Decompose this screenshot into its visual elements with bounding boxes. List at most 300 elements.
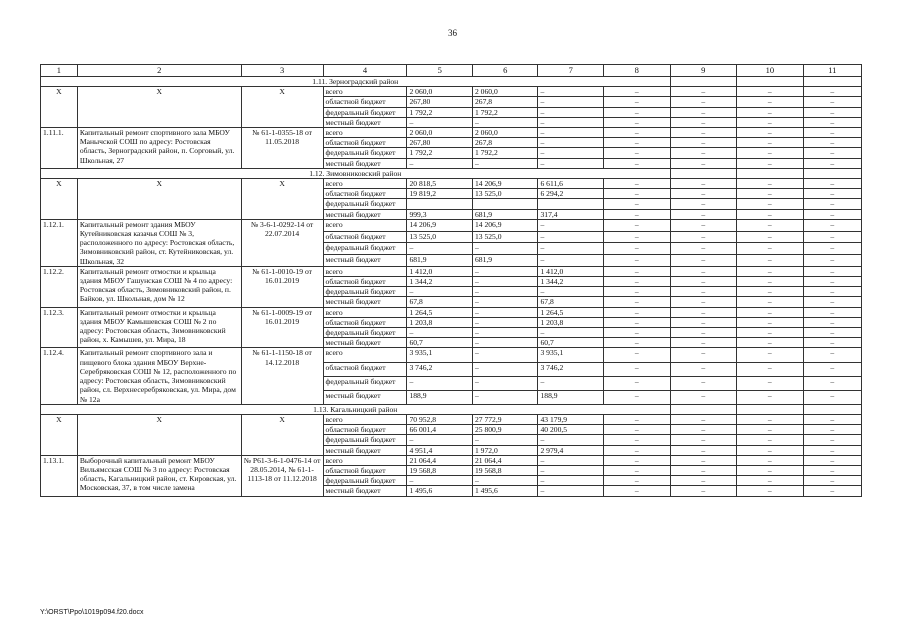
dash-cell: – [670,107,737,117]
dash-cell: – [670,209,737,219]
dash-cell: – [803,199,861,209]
dash-cell: – [737,231,804,243]
amount-cell: 19 568,8 [472,465,538,475]
amount-cell: 19 819,2 [407,189,473,199]
dash-cell: – [670,117,737,127]
amount-cell: – [538,328,604,338]
dash-cell: – [604,189,671,199]
dash-cell: – [604,199,671,209]
empty-cell [803,168,861,178]
amount-cell: 2 060,0 [407,128,473,138]
amount-cell: 27 772,9 [472,414,538,424]
budget-label: федеральный бюджет [323,476,407,486]
item-document: № 61-1-1150-18 от 14.12.2018 [241,348,323,404]
column-header: 8 [604,65,671,77]
dash-cell: – [670,476,737,486]
dash-cell: – [803,297,861,307]
item-row [41,348,862,362]
amount-cell: 188,9 [407,390,473,404]
empty-cell [670,168,737,178]
amount-cell: 67,8 [407,297,473,307]
budget-label: областной бюджет [323,277,407,287]
amount-cell: 267,80 [407,138,473,148]
dash-cell: – [604,277,671,287]
dash-cell: – [803,390,861,404]
item-document: № 61-1-0009-19 от 16.01.2019 [241,307,323,348]
amount-cell: – [472,266,538,276]
dash-cell: – [803,307,861,317]
budget-label: областной бюджет [323,465,407,475]
section-total-row [41,414,862,424]
amount-cell: 1 495,6 [472,486,538,496]
section-title-row [41,404,862,414]
dash-cell: – [803,317,861,327]
dash-cell: – [737,138,804,148]
amount-cell: 1 792,2 [472,107,538,117]
dash-cell: – [803,266,861,276]
dash-cell: – [803,179,861,189]
dash-cell: – [737,435,804,445]
dash-cell: – [604,158,671,168]
budget-label: всего [323,455,407,465]
empty-cell [737,168,804,178]
dash-cell: – [604,435,671,445]
dash-cell: – [803,328,861,338]
column-header-row [41,65,862,77]
section-title-row [41,77,862,87]
dash-cell: – [803,376,861,390]
dash-cell: – [604,476,671,486]
amount-cell: – [472,328,538,338]
dash-cell: – [670,287,737,297]
amount-cell: 14 206,9 [472,219,538,231]
dash-cell: – [737,87,804,97]
dash-cell: – [670,97,737,107]
dash-cell: – [737,243,804,255]
dash-cell: – [670,317,737,327]
item-row [41,219,862,231]
dash-cell: – [670,87,737,97]
budget-label: федеральный бюджет [323,328,407,338]
amount-cell: 40 200,5 [538,425,604,435]
dash-cell: – [737,107,804,117]
amount-cell: 1 792,2 [472,148,538,158]
dash-cell: – [737,148,804,158]
x-mark-cell: Х [41,87,78,128]
amount-cell: 1 792,2 [407,107,473,117]
dash-cell: – [670,435,737,445]
dash-cell: – [803,486,861,496]
amount-cell: 999,3 [407,209,473,219]
dash-cell: – [803,348,861,362]
amount-cell [407,199,473,209]
dash-cell: – [803,277,861,287]
section-title: 1.11. Зерноградский район [41,77,671,87]
dash-cell: – [737,465,804,475]
dash-cell: – [737,266,804,276]
budget-label: федеральный бюджет [323,376,407,390]
budget-label: местный бюджет [323,255,407,267]
amount-cell: 13 525,0 [472,231,538,243]
item-description: Капитальный ремонт спортивного зала МБОУ Манычской СОШ по адресу: Ростовская область, Зерноградский район, п. Сорговый, ул. Школьная, 27 [77,128,241,169]
amount-cell [472,199,538,209]
budget-label: местный бюджет [323,338,407,348]
amount-cell: 25 800,9 [472,425,538,435]
amount-cell: – [472,338,538,348]
amount-cell: 1 203,8 [407,317,473,327]
dash-cell: – [803,476,861,486]
budget-label: федеральный бюджет [323,148,407,158]
dash-cell: – [604,87,671,97]
dash-cell: – [803,425,861,435]
amount-cell: 3 935,1 [407,348,473,362]
dash-cell: – [604,465,671,475]
dash-cell: – [803,189,861,199]
column-header: 4 [323,65,407,77]
amount-cell: 6 294,2 [538,189,604,199]
amount-cell: – [538,243,604,255]
amount-cell: – [472,158,538,168]
amount-cell: 3 746,2 [407,362,473,376]
item-description: Капитальный ремонт здания МБОУ Кутейниковская казачья СОШ № 3, расположенного по адресу: Ростовская область, Зимовниковский район, ст. Кутейниковская, ул. Школьная, 32 [77,219,241,266]
dash-cell: – [604,445,671,455]
amount-cell: 1 412,0 [538,266,604,276]
dash-cell: – [604,486,671,496]
amount-cell: 13 525,0 [472,189,538,199]
dash-cell: – [803,87,861,97]
budget-label: областной бюджет [323,189,407,199]
amount-cell: – [472,307,538,317]
budget-label: федеральный бюджет [323,287,407,297]
budget-label: местный бюджет [323,117,407,127]
amount-cell: – [538,87,604,97]
amount-cell: 188,9 [538,390,604,404]
item-document: № 3-6-1-0292-14 от 22.07.2014 [241,219,323,266]
dash-cell: – [604,179,671,189]
dash-cell: – [604,287,671,297]
amount-cell: – [538,138,604,148]
dash-cell: – [604,219,671,231]
amount-cell: 13 525,0 [407,231,473,243]
amount-cell: 19 568,8 [407,465,473,475]
budget-label: всего [323,128,407,138]
dash-cell: – [604,425,671,435]
item-row [41,128,862,138]
amount-cell: 1 495,6 [407,486,473,496]
dash-cell: – [670,425,737,435]
column-header: 1 [41,65,78,77]
dash-cell: – [803,231,861,243]
dash-cell: – [737,179,804,189]
amount-cell: – [538,128,604,138]
dash-cell: – [803,287,861,297]
empty-cell [803,77,861,87]
amount-cell: 1 264,5 [538,307,604,317]
dash-cell: – [803,107,861,117]
dash-cell: – [737,209,804,219]
dash-cell: – [803,435,861,445]
dash-cell: – [670,455,737,465]
empty-cell [737,404,804,414]
item-description: Капитальный ремонт спортивного зала и пищевого блока здания МБОУ Верхне-Серебряковская СОШ № 12, расположенного по адресу: Ростовская область, Зимовниковский район, сл. Верхнесеребряковская, ул. Мира, дом № 12а [77,348,241,404]
amount-cell: 1 412,0 [407,266,473,276]
amount-cell: 3 935,1 [538,348,604,362]
dash-cell: – [604,266,671,276]
amount-cell: – [472,435,538,445]
budget-label: всего [323,307,407,317]
amount-cell: 70 952,8 [407,414,473,424]
dash-cell: – [670,307,737,317]
amount-cell: 1 264,5 [407,307,473,317]
dash-cell: – [737,362,804,376]
x-mark-cell: Х [77,87,241,128]
dash-cell: – [670,158,737,168]
dash-cell: – [604,97,671,107]
budget-label: федеральный бюджет [323,199,407,209]
amount-cell: 681,9 [472,209,538,219]
amount-cell: 1 344,2 [407,277,473,287]
amount-cell: – [538,219,604,231]
dash-cell: – [803,243,861,255]
dash-cell: – [803,97,861,107]
dash-cell: – [604,307,671,317]
amount-cell: – [538,376,604,390]
dash-cell: – [670,148,737,158]
dash-cell: – [604,338,671,348]
amount-cell: – [472,476,538,486]
budget-label: местный бюджет [323,209,407,219]
dash-cell: – [737,97,804,107]
dash-cell: – [737,445,804,455]
dash-cell: – [604,138,671,148]
amount-cell: – [538,231,604,243]
dash-cell: – [670,189,737,199]
column-header: 5 [407,65,473,77]
dash-cell: – [737,338,804,348]
dash-cell: – [670,138,737,148]
dash-cell: – [803,148,861,158]
dash-cell: – [670,243,737,255]
item-number: 1.12.1. [41,219,78,266]
x-mark-cell: Х [77,414,241,455]
dash-cell: – [737,414,804,424]
dash-cell: – [670,255,737,267]
budget-table [40,64,862,497]
amount-cell: 1 344,2 [538,277,604,287]
item-row [41,266,862,276]
dash-cell: – [803,128,861,138]
section-title: 1.13. Кагальницкий район [41,404,671,414]
section-title: 1.12. Зимовниковский район [41,168,671,178]
dash-cell: – [670,376,737,390]
amount-cell: 20 818,5 [407,179,473,189]
x-mark-cell: Х [41,179,78,220]
amount-cell: 21 064,4 [407,455,473,465]
dash-cell: – [604,231,671,243]
amount-cell [538,199,604,209]
dash-cell: – [737,189,804,199]
amount-cell: – [407,328,473,338]
dash-cell: – [803,158,861,168]
column-header: 10 [737,65,804,77]
empty-cell [670,77,737,87]
dash-cell: – [670,390,737,404]
amount-cell: 67,8 [538,297,604,307]
budget-label: федеральный бюджет [323,107,407,117]
section-title-row [41,168,862,178]
dash-cell: – [737,376,804,390]
dash-cell: – [803,255,861,267]
dash-cell: – [737,219,804,231]
amount-cell: 21 064,4 [472,455,538,465]
dash-cell: – [670,414,737,424]
dash-cell: – [604,390,671,404]
item-description: Капитальный ремонт отмостки и крыльца здания МБОУ Гашунская СОШ № 4 по адресу: Ростовская область, Зимовниковский район, п. Байков, ул. Школьная, дом № 12 [77,266,241,307]
dash-cell: – [737,255,804,267]
amount-cell: 1 792,2 [407,148,473,158]
amount-cell: – [472,287,538,297]
dash-cell: – [737,158,804,168]
dash-cell: – [803,414,861,424]
amount-cell: 43 179,9 [538,414,604,424]
amount-cell: 66 001,4 [407,425,473,435]
dash-cell: – [737,287,804,297]
budget-label: местный бюджет [323,297,407,307]
dash-cell: – [670,179,737,189]
empty-cell [670,404,737,414]
budget-label: всего [323,179,407,189]
empty-cell [737,77,804,87]
amount-cell: 681,9 [472,255,538,267]
dash-cell: – [670,445,737,455]
budget-label: всего [323,348,407,362]
dash-cell: – [670,328,737,338]
amount-cell: 2 060,0 [472,87,538,97]
budget-label: областной бюджет [323,425,407,435]
amount-cell: – [472,376,538,390]
budget-label: всего [323,219,407,231]
amount-cell: – [538,435,604,445]
dash-cell: – [670,338,737,348]
budget-label: местный бюджет [323,390,407,404]
dash-cell: – [737,199,804,209]
amount-cell: 60,7 [538,338,604,348]
dash-cell: – [737,486,804,496]
amount-cell: – [538,486,604,496]
budget-label: местный бюджет [323,158,407,168]
amount-cell: 2 060,0 [407,87,473,97]
amount-cell: – [472,317,538,327]
budget-label: областной бюджет [323,97,407,107]
amount-cell: – [407,117,473,127]
amount-cell: – [472,297,538,307]
dash-cell: – [670,348,737,362]
dash-cell: – [604,455,671,465]
dash-cell: – [737,476,804,486]
dash-cell: – [803,362,861,376]
amount-cell: – [472,277,538,287]
column-header: 2 [77,65,241,77]
section-total-row [41,87,862,97]
amount-cell: – [538,158,604,168]
amount-cell: 6 611,6 [538,179,604,189]
item-document: № 61-1-0355-18 от 11.05.2018 [241,128,323,169]
dash-cell: – [670,199,737,209]
x-mark-cell: Х [41,414,78,455]
amount-cell: 3 746,2 [538,362,604,376]
amount-cell: – [538,148,604,158]
amount-cell: 60,7 [407,338,473,348]
dash-cell: – [604,255,671,267]
amount-cell: 2 979,4 [538,445,604,455]
dash-cell: – [604,297,671,307]
amount-cell: 14 206,9 [472,179,538,189]
x-mark-cell: Х [241,179,323,220]
budget-label: местный бюджет [323,445,407,455]
budget-label: федеральный бюджет [323,243,407,255]
budget-label: всего [323,266,407,276]
amount-cell: 1 972,0 [472,445,538,455]
x-mark-cell: Х [77,179,241,220]
dash-cell: – [670,231,737,243]
x-mark-cell: Х [241,87,323,128]
dash-cell: – [604,348,671,362]
dash-cell: – [737,390,804,404]
item-number: 1.11.1. [41,128,78,169]
file-path-footer: Y:\ORST\Ppo\1019p094.f20.docx [40,609,144,616]
dash-cell: – [803,138,861,148]
item-description: Выборочный капитальный ремонт МБОУ Вильямсская СОШ № 3 по адресу: Ростовская область, Кагальницкий район, ст. Кировская, ул. Московская, 37, в том числе замена [77,455,241,496]
section-total-row [41,179,862,189]
empty-cell [803,404,861,414]
budget-label: областной бюджет [323,362,407,376]
amount-cell: – [472,348,538,362]
dash-cell: – [737,128,804,138]
dash-cell: – [803,455,861,465]
item-number: 1.12.4. [41,348,78,404]
amount-cell: – [407,158,473,168]
dash-cell: – [737,117,804,127]
column-header: 7 [538,65,604,77]
amount-cell: – [538,465,604,475]
column-header: 3 [241,65,323,77]
amount-cell: – [538,107,604,117]
dash-cell: – [737,328,804,338]
amount-cell: – [538,97,604,107]
budget-label: областной бюджет [323,317,407,327]
item-description: Капитальный ремонт отмостки и крыльца здания МБОУ Камышевская СОШ № 2 по адресу: Ростовская область, Зимовниковский район, х. Камышев, ул. Мира, 18 [77,307,241,348]
amount-cell: 2 060,0 [472,128,538,138]
amount-cell: – [472,362,538,376]
dash-cell: – [803,445,861,455]
amount-cell: – [472,390,538,404]
dash-cell: – [670,219,737,231]
dash-cell: – [737,455,804,465]
dash-cell: – [803,209,861,219]
budget-label: областной бюджет [323,138,407,148]
page-number: 36 [448,28,457,38]
dash-cell: – [737,307,804,317]
amount-cell: – [407,287,473,297]
dash-cell: – [737,277,804,287]
amount-cell: – [407,243,473,255]
budget-label: федеральный бюджет [323,435,407,445]
amount-cell: 4 951,4 [407,445,473,455]
amount-cell: – [538,117,604,127]
item-document: № 61-1-0010-19 от 16.01.2019 [241,266,323,307]
dash-cell: – [604,107,671,117]
amount-cell: – [538,287,604,297]
